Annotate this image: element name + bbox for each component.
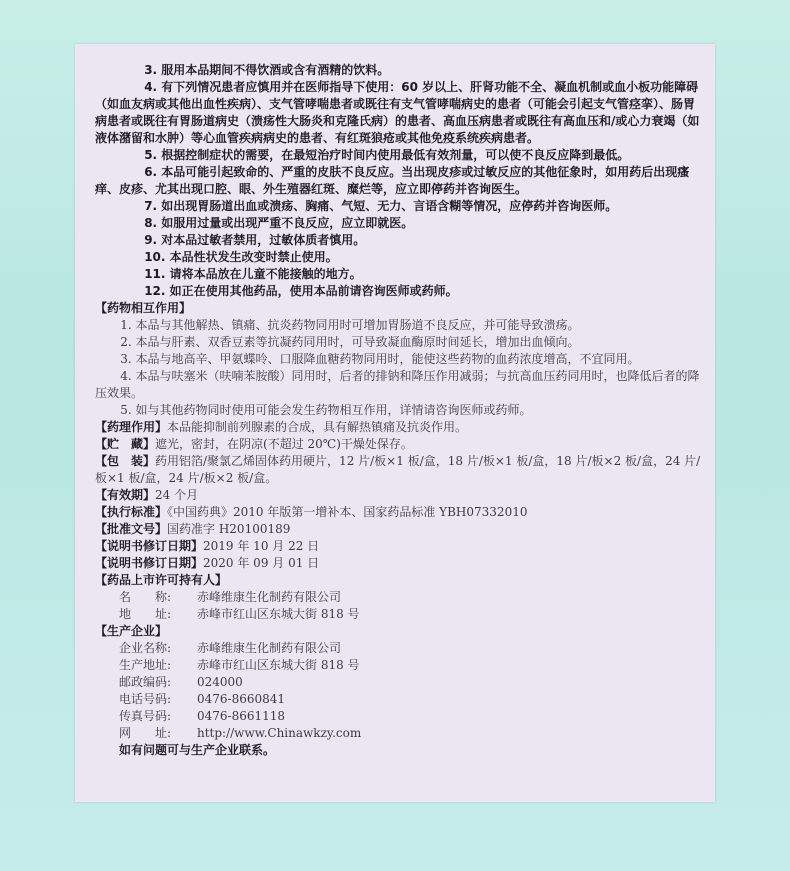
interaction-1: 1. 本品与其他解热、镇痛、抗炎药物同用时可增加胃肠道不良反应，并可能导致溃疡。 <box>120 318 580 332</box>
precaution-4: 4. 有下列情况患者应慎用并在医师指导下使用：60 岁以上、肝肾功能不全、凝血机制或血小板功能障碍（如血友病或其他出血性疾病）、支气管哮喘患者或既往有支气管哮喘病史的患者（可能会引起支气管痉挛）、肠胃病患者或既往有胃肠道病史（溃疡性大肠炎和克隆氏病）的患者、高血压病患者或既往有高血压和/或心力衰竭（如液体潴留和水肿）等心血管疾病病史的患者、有红斑狼疮或其他免疫系统疾病患者。 <box>95 80 700 145</box>
validity-label: 【有效期】 <box>95 488 156 502</box>
storage-value: 遮光，密封，在阴凉(不超过 20℃)干燥处保存。 <box>155 437 413 451</box>
mfr-fax: 0476-8661118 <box>197 709 286 723</box>
mfr-web-label: 网 址: <box>119 726 172 740</box>
precaution-10: 10. 本品性状发生改变时禁止使用。 <box>144 250 338 264</box>
standard-value: 《中国药典》2010 年版第一增补本、国家药品标准 YBH07332010 <box>167 505 528 519</box>
precaution-3: 3. 服用本品期间不得饮酒或含有酒精的饮料。 <box>144 63 390 77</box>
interaction-4: 4. 本品与呋塞米（呋喃苯胺酸）同用时，后者的排钠和降压作用减弱；与抗高血压药同用时，也降低后者的降压效果。 <box>95 369 700 400</box>
revised-label: 【说明书修订日期】 <box>95 539 204 553</box>
revised-row <box>95 538 703 555</box>
holder-name: 赤峰维康生化制药有限公司 <box>197 590 342 604</box>
precaution-8: 8. 如服用过量或出现严重不良反应，应立即就医。 <box>144 216 414 230</box>
mfr-zip: 024000 <box>197 675 243 689</box>
leaflet-paper <box>75 44 715 802</box>
approval-value: 国药准字 H20100189 <box>167 522 291 536</box>
revised2-label: 【说明书修订日期】 <box>95 556 204 570</box>
interaction-5: 5. 如与其他药物同时使用可能会发生药物相互作用，详情请咨询医师或药师。 <box>120 403 532 417</box>
storage-label: 【贮 藏】 <box>95 437 156 451</box>
pharmacology-value: 本品能抑制前列腺素的合成，具有解热镇痛及抗炎作用。 <box>167 420 468 434</box>
holder-name-label: 名 称: <box>119 590 172 604</box>
precaution-9: 9. 对本品过敏者禁用，过敏体质者慎用。 <box>144 233 366 247</box>
revised2-row <box>95 555 703 572</box>
precaution-6: 6. 本品可能引起致命的、严重的皮肤不良反应。当出现皮疹或过敏反应的其他征象时，如用药后出现瘙痒、皮疹、尤其出现口腔、眼、外生殖器红斑、糜烂等，应立即停药并咨询医生。 <box>95 165 690 196</box>
holder-addr: 赤峰市红山区东城大街 818 号 <box>197 607 360 621</box>
approval-row <box>95 521 703 538</box>
interaction-3: 3. 本品与地高辛、甲氨蝶呤、口服降血糖药物同用时，能使这些药物的血药浓度增高，不宜同用。 <box>120 352 640 366</box>
package-value: 药用铝箔/聚氯乙烯固体药用硬片，12 片/板×1 板/盒，18 片/板×1 板/盒，18 片/板×2 板/盒，24 片/板×1 板/盒，24 片/板×2 板/盒。 <box>95 454 701 485</box>
mfr-zip-label: 邮政编码: <box>119 675 172 689</box>
holder-name-row <box>95 589 703 606</box>
footer-note: 如有问题可与生产企业联系。 <box>119 743 276 757</box>
mfr-addr-row <box>95 657 703 674</box>
validity-row <box>95 487 703 504</box>
pharmacology-label: 【药理作用】 <box>95 420 168 434</box>
mfr-fax-row <box>95 708 703 725</box>
mfr-addr: 赤峰市红山区东城大街 818 号 <box>197 658 360 672</box>
pharmacology-row <box>95 419 703 436</box>
mfr-fax-label: 传真号码: <box>119 709 172 723</box>
mfr-web-row <box>95 725 703 742</box>
standard-label: 【执行标准】 <box>95 505 168 519</box>
validity-value: 24 个月 <box>155 488 199 502</box>
standard-row <box>95 504 703 521</box>
precaution-12: 12. 如正在使用其他药品，使用本品前请咨询医师或药师。 <box>144 284 458 298</box>
precaution-7: 7. 如出现胃肠道出血或溃疡、胸痛、气短、无力、言语含糊等情况，应停药并咨询医师。 <box>144 199 618 213</box>
storage-row <box>95 436 703 453</box>
precaution-11: 11. 请将本品放在儿童不能接触的地方。 <box>144 267 362 281</box>
mfr-web: http://www.Chinawkzy.com <box>197 726 362 740</box>
mfr-zip-row <box>95 674 703 691</box>
mfr-company-row <box>95 640 703 657</box>
package-row <box>95 453 703 487</box>
package-label: 【包 装】 <box>95 454 156 468</box>
approval-label: 【批准文号】 <box>95 522 168 536</box>
leaflet-content <box>95 62 703 759</box>
mfr-tel: 0476-8660841 <box>197 692 286 706</box>
holder-addr-row <box>95 606 703 623</box>
interaction-2: 2. 本品与肝素、双香豆素等抗凝药同用时，可导致凝血酶原时间延长，增加出血倾向。 <box>120 335 580 349</box>
mfr-addr-label: 生产地址: <box>119 658 172 672</box>
manufacturer-heading: 【生产企业】 <box>95 624 168 638</box>
holder-heading: 【药品上市许可持有人】 <box>95 573 228 587</box>
revised-value: 2019 年 10 月 22 日 <box>203 539 320 553</box>
revised2-value: 2020 年 09 月 01 日 <box>203 556 320 570</box>
mfr-company: 赤峰维康生化制药有限公司 <box>197 641 342 655</box>
interactions-heading: 【药物相互作用】 <box>95 301 192 315</box>
precaution-5: 5. 根据控制症状的需要，在最短治疗时间内使用最低有效剂量，可以使不良反应降到最低。 <box>144 148 630 162</box>
holder-addr-label: 地 址: <box>119 607 172 621</box>
mfr-tel-row <box>95 691 703 708</box>
mfr-company-label: 企业名称: <box>119 641 172 655</box>
mfr-tel-label: 电话号码: <box>119 692 172 706</box>
